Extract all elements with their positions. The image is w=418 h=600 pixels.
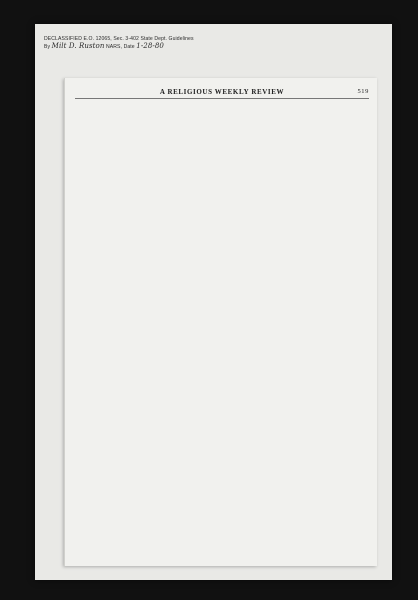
publication-title: A RELIGIOUS WEEKLY REVIEW bbox=[159, 88, 285, 96]
right-column bbox=[226, 104, 369, 556]
stamp-date: 1-28-80 bbox=[136, 42, 164, 50]
running-head bbox=[75, 88, 369, 99]
stamp-nars-date-label: NARS, Date bbox=[106, 44, 135, 50]
stamp-line-1: DECLASSIFIED E.O. 12065, Sec. 3-402 State Dept. Guidelines bbox=[44, 36, 194, 42]
stamp-signature: Milt D. Ruston bbox=[51, 42, 105, 50]
left-column bbox=[75, 104, 218, 556]
article-columns bbox=[75, 104, 369, 556]
declassification-stamp bbox=[44, 36, 374, 64]
stamp-line-2 bbox=[44, 43, 374, 51]
magazine-page bbox=[64, 78, 377, 566]
page-number: 519 bbox=[357, 88, 369, 95]
stamp-by-label: By bbox=[44, 44, 51, 50]
